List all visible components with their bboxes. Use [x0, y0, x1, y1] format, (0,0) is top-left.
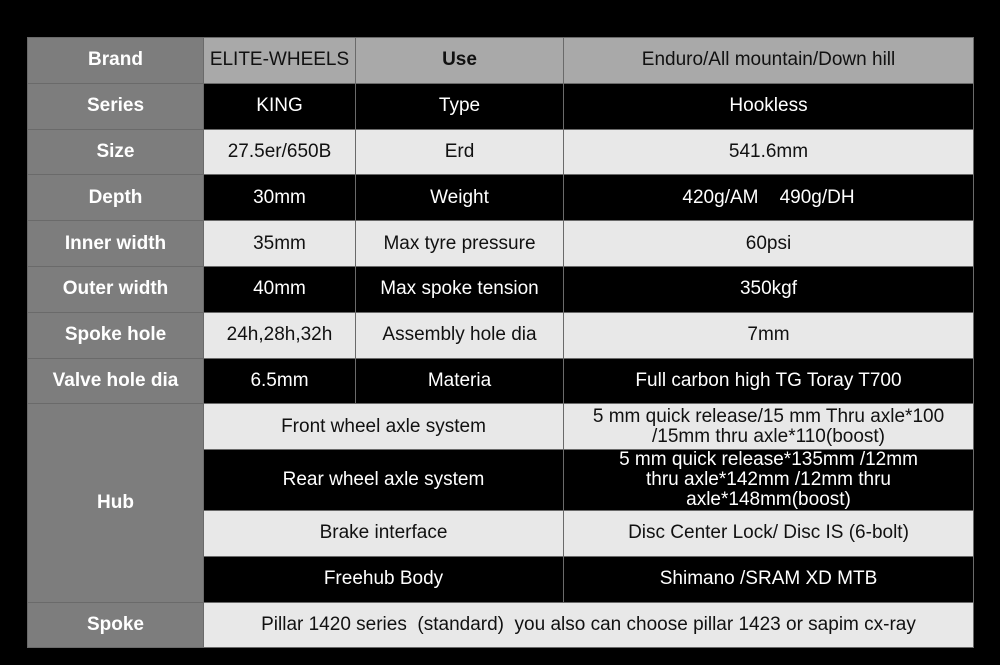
- label-hub: Hub: [28, 404, 204, 602]
- label-brake-interface: Brake interface: [204, 510, 564, 556]
- label-series: Series: [28, 83, 204, 129]
- spec-table: [27, 37, 974, 648]
- label-spoke-hole: Spoke hole: [28, 312, 204, 358]
- value-max-tyre-pressure: 60psi: [564, 221, 974, 267]
- row-size: [28, 129, 974, 175]
- label-front-wheel-axle-system: Front wheel axle system: [204, 404, 564, 450]
- front-axle-line-1: 5 mm quick release/15 mm Thru axle*100: [592, 405, 945, 427]
- label-assembly-hole-dia: Assembly hole dia: [356, 312, 564, 358]
- value-materia: Full carbon high TG Toray T700: [564, 358, 974, 404]
- label-materia: Materia: [356, 358, 564, 404]
- row-inner-width: [28, 221, 974, 267]
- label-type: Type: [356, 83, 564, 129]
- label-max-tyre-pressure: Max tyre pressure: [356, 221, 564, 267]
- label-depth: Depth: [28, 175, 204, 221]
- value-spoke-hole: 24h,28h,32h: [204, 312, 356, 358]
- row-spoke: [28, 602, 974, 648]
- value-depth: 30mm: [204, 175, 356, 221]
- label-weight: Weight: [356, 175, 564, 221]
- value-brake-interface: Disc Center Lock/ Disc IS (6-bolt): [564, 510, 974, 556]
- label-freehub-body: Freehub Body: [204, 556, 564, 602]
- rear-axle-line-1: 5 mm quick release*135mm /12mm: [619, 449, 918, 471]
- value-use: Enduro/All mountain/Down hill: [564, 38, 974, 84]
- row-valve-hole-dia: [28, 358, 974, 404]
- value-type: Hookless: [564, 83, 974, 129]
- value-max-spoke-tension: 350kgf: [564, 266, 974, 312]
- label-inner-width: Inner width: [28, 221, 204, 267]
- value-inner-width: 35mm: [204, 221, 356, 267]
- value-valve-hole-dia: 6.5mm: [204, 358, 356, 404]
- value-erd: 541.6mm: [564, 129, 974, 175]
- value-rear-wheel-axle-system: [564, 450, 974, 511]
- front-axle-line-2: /15mm thru axle*110(boost): [651, 425, 886, 447]
- row-depth: [28, 175, 974, 221]
- row-spoke-hole: [28, 312, 974, 358]
- row-hub-front-axle: [28, 404, 974, 450]
- rear-axle-line-2: thru axle*142mm /12mm thru axle*148mm(boost): [646, 469, 891, 511]
- value-brand: ELITE-WHEELS: [204, 38, 356, 84]
- row-outer-width: [28, 266, 974, 312]
- row-brand: [28, 38, 974, 84]
- value-freehub-body: Shimano /SRAM XD MTB: [564, 556, 974, 602]
- label-brand: Brand: [28, 38, 204, 84]
- label-erd: Erd: [356, 129, 564, 175]
- value-assembly-hole-dia: 7mm: [564, 312, 974, 358]
- value-front-wheel-axle-system: [564, 404, 974, 450]
- row-series: [28, 83, 974, 129]
- label-size: Size: [28, 129, 204, 175]
- value-size: 27.5er/650B: [204, 129, 356, 175]
- value-series: KING: [204, 83, 356, 129]
- value-outer-width: 40mm: [204, 266, 356, 312]
- label-outer-width: Outer width: [28, 266, 204, 312]
- label-valve-hole-dia: Valve hole dia: [28, 358, 204, 404]
- value-weight: 420g/AM 490g/DH: [564, 175, 974, 221]
- label-max-spoke-tension: Max spoke tension: [356, 266, 564, 312]
- label-use: Use: [356, 38, 564, 84]
- value-spoke: Pillar 1420 series (standard) you also can choose pillar 1423 or sapim cx-ray: [204, 602, 974, 648]
- label-spoke: Spoke: [28, 602, 204, 648]
- label-rear-wheel-axle-system: Rear wheel axle system: [204, 450, 564, 511]
